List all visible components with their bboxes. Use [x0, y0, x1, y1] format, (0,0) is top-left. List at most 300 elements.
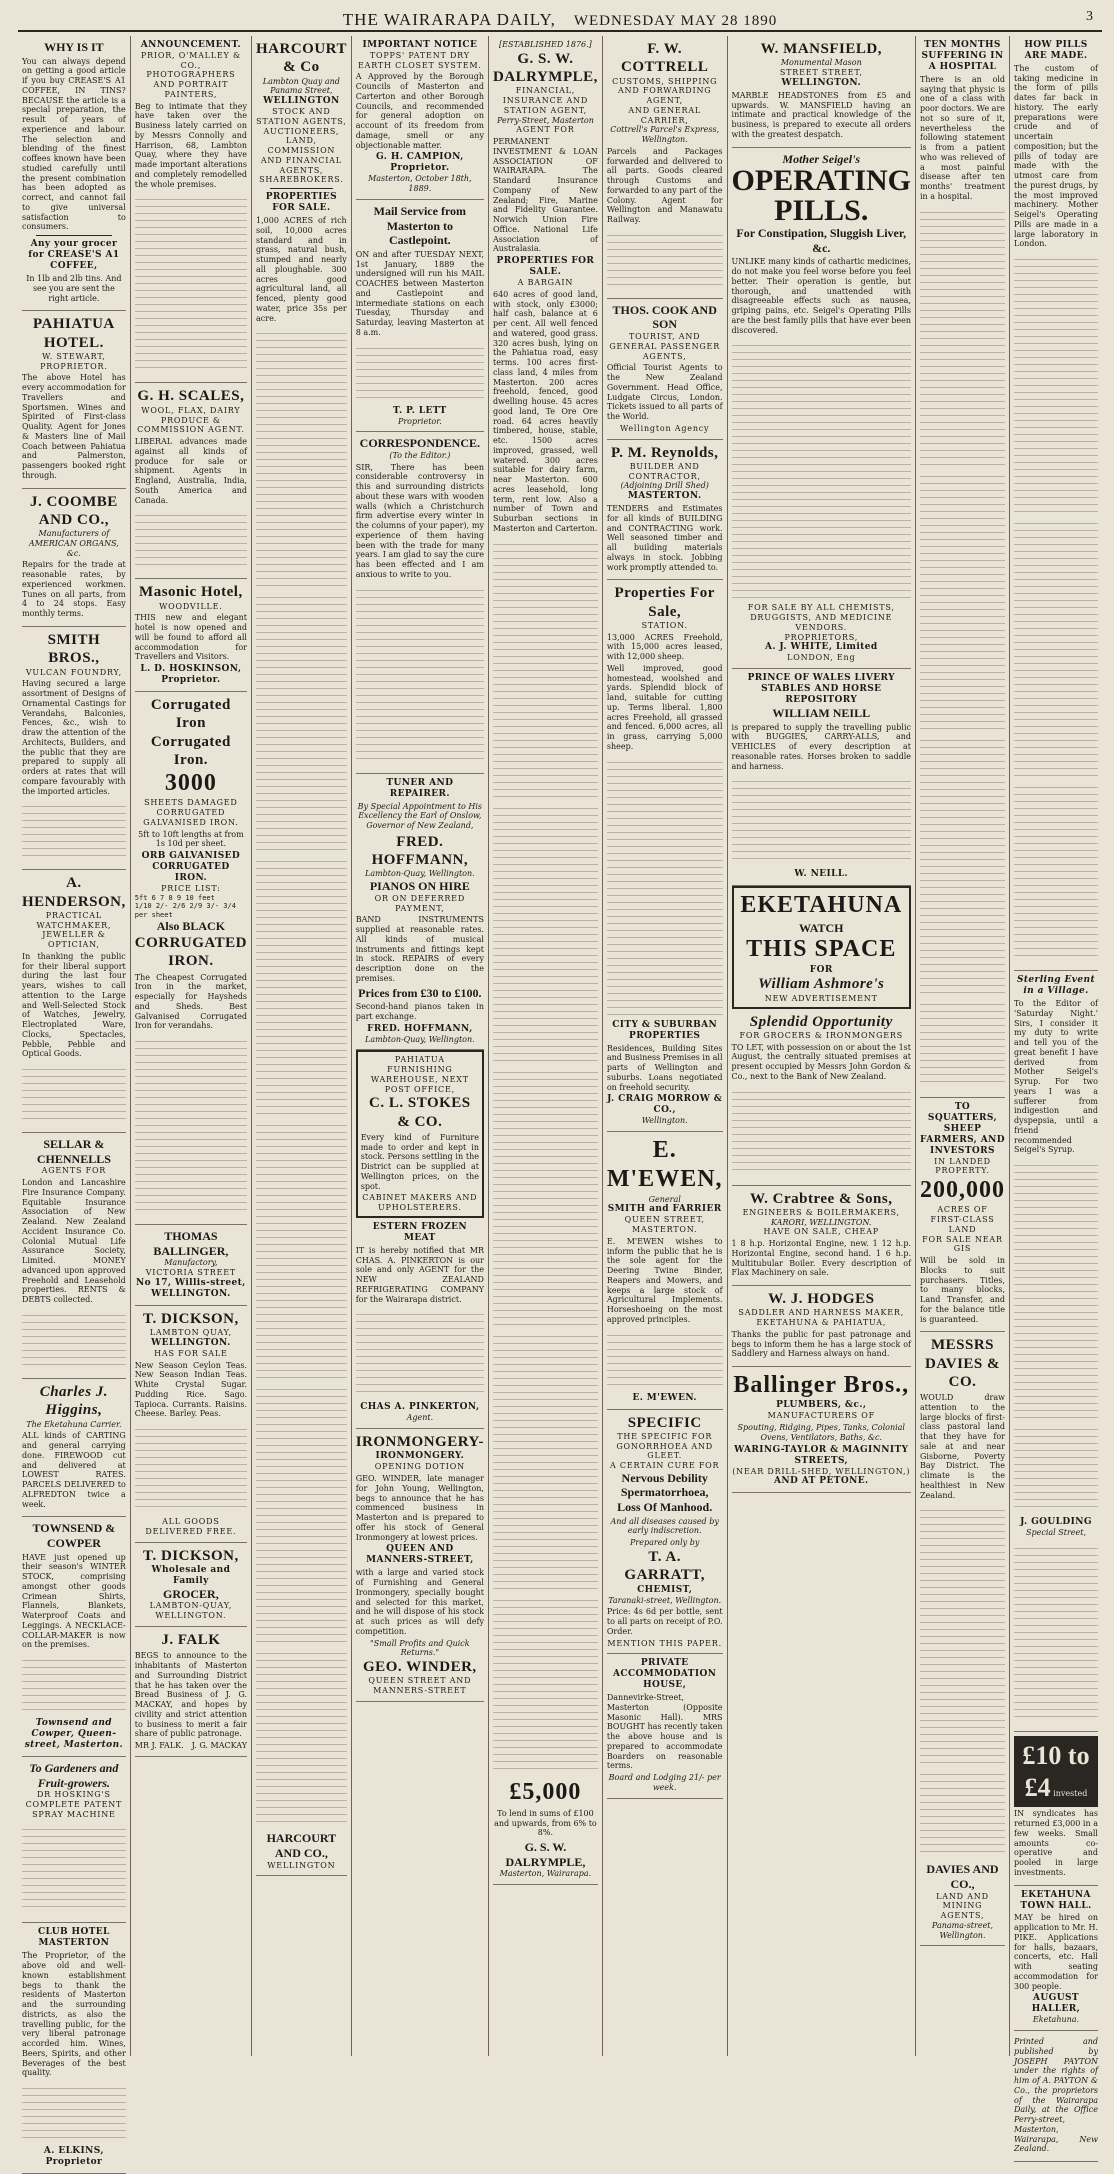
ad-body: The above Hotel has every accommodation for Travellers and Sportsmen. Wines and Spirited of First-class Quality. Agent for Jones & Masters line of Mail Coach between Pahiatua and Palmerston, passengers booked right through.	[22, 373, 126, 480]
ad-heading: Nervous Debility	[621, 1470, 708, 1485]
ad-subheading: CUSTOMS, SHIPPING AND FORWARDING AGENT,	[612, 76, 718, 106]
ad-heading: P. M. Reynolds,	[611, 444, 719, 461]
column-3	[252, 36, 352, 2056]
cook-ad	[607, 299, 723, 440]
ad-subheading: ORB GALVANISED CORRUGATED IRON.	[141, 851, 241, 884]
ad-subheading: Also BLACK	[156, 919, 226, 934]
ad-heading: Corrugated Iron	[150, 697, 231, 732]
ad-body: 640 acres of good land, with stock, only £3000; half cash, balance at 6 per cent. All well fenced and watered, good grass. 320 acres bush, lying on the Pahiatua road, easy terms. 100 acres first-class land, 4 miles from Masterton. 200 acres freehold, fenced, good dwelling house. 45 acres good land, Te Ore Ore road. 64 acres heavily timbered, house, stable, etc. 1500 acres improved, grassed, well watered. 300 acres suitable for dairy farm, near Masterton. 600 acres leasehold, long term, rent low. Also a number of Town and Suburban sections in Masterton and Carterton.	[492, 289, 598, 533]
ad-body: LIBERAL advances made against all kinds of produce for sale or shipment. Agents in England, Australia, India, South America and Canada.	[134, 437, 247, 505]
column-4	[352, 36, 489, 2056]
ad-body: Beg to intimate that they have taken over the Business lately carried on by Messrs Connolly and Harrison, 68, Lambton Quay, where they have made important alterations and completely remodelled the whole premises.	[134, 101, 247, 189]
ad-amount: 200,000	[920, 1177, 1005, 1203]
ad-heading: CLUB HOTEL MASTERTON	[37, 1927, 110, 1949]
ad-city: Perry-Street, Masterton	[496, 115, 594, 125]
ad-body: BAND INSTRUMENTS supplied at reasonable rates. All kinds of musical instruments and fittings kept in stock. REPAIRS of every description done on the premises.	[355, 915, 484, 983]
ad-city: WELLINGTON.	[781, 77, 861, 88]
ad-heading: ESTERN FROZEN MEAT	[372, 1221, 468, 1243]
squatters-land-ad	[920, 1098, 1005, 1333]
ad-footer: ALL GOODS DELIVERED FREE.	[145, 1517, 237, 1536]
ad-subheading: LAMBTON QUAY,	[149, 1328, 233, 1338]
ad-subheading: PRACTICAL WATCHMAKER, JEWELLER & OPTICIAN,	[36, 910, 112, 950]
signature-role: Agent.	[406, 1413, 434, 1423]
text-block	[135, 1423, 247, 1513]
ad-subheading: SHEETS DAMAGED CORRUGATED GALVANISED IRON.	[143, 798, 239, 827]
ad-heading: T. DICKSON,	[143, 1310, 239, 1327]
ad-body: Thanks the public for past patronage and begs to inform them he has a large stock of Saddlery and Harness always on hand.	[731, 1329, 911, 1359]
mail-service-ad	[356, 200, 484, 432]
text-block	[135, 193, 247, 373]
ad-heading: WHY IS IT	[44, 40, 104, 54]
ad-heading: THOMAS BALLINGER,	[153, 1229, 229, 1258]
ad-heading: A. HENDERSON,	[22, 875, 126, 910]
winder-ironmongery-ad	[356, 1429, 484, 1702]
pahiatua-hotel-ad	[22, 311, 126, 488]
ad-body: Dannevirke-Street, Masterton (Opposite Masonic Hall). MRS BOUGHT has recently taken the above house and is prepared to accommodate Boarders on reasonable terms.	[606, 1693, 723, 1771]
ad-heading: FRED. HOFFMANN,	[371, 833, 469, 869]
ad-subheading: PROPERTIES FOR SALE.	[265, 192, 338, 214]
signature: T. P. LETT	[393, 405, 447, 416]
ad-name: A. J. WHITE, Limited	[764, 642, 878, 653]
ad-address: No 17, Willis-street,	[136, 1277, 246, 1288]
price-list-label: PRICE LIST:	[161, 884, 221, 894]
ad-body: 5ft to 10ft lengths at from 1s 10d per sheet.	[138, 829, 244, 849]
ad-city: Lambton-Quay, Wellington.	[365, 869, 475, 879]
ad-body: 1,000 ACRES of rich soil, 10,000 acres standard and in grass, natural bush, stumped and nearly all ploughable. 300 acres good agricultural land, all fenced, plenty good water, price 35s per acre.	[256, 216, 347, 323]
ad-footer: Townsend and Cowper, Queen-street, Masterton.	[24, 1718, 124, 1750]
text-block	[256, 327, 347, 587]
ad-body: MAY be hired on application to Mr. H. PIKE. Applications for halls, bazaars, concerts, etc. Hall with seating accommodation for 300 people.	[1014, 1913, 1098, 1991]
dickson-ad	[135, 1306, 247, 1543]
ad-address: QUEEN AND MANNERS-STREET,	[366, 1544, 474, 1566]
hodges-ad	[732, 1286, 911, 1367]
ad-slogan: "Small Profits and Quick Returns."	[370, 1638, 470, 1658]
masthead	[18, 6, 1102, 32]
article-heading: TEN MONTHS SUFFERING IN A HOSPITAL	[921, 40, 1004, 72]
article-heading: HOW PILLS ARE MADE.	[1024, 40, 1088, 61]
text-block	[607, 229, 723, 289]
article-body: To the Editor of 'Saturday Night.' Sirs, I consider it my duty to write and tell you of the great benefit I have derived from Mother Seigel's Syrup. For two years I was a sufferer from indigestion and dyspepsia, until a friend recommended Seigel's Syrup.	[1014, 999, 1098, 1155]
ad-subheading: BUILDER AND CONTRACTOR,	[628, 461, 701, 481]
text-block	[22, 1823, 126, 1913]
properties-sale-ad	[607, 580, 723, 1132]
hoffmann-ad	[356, 774, 484, 1051]
column-6	[603, 36, 728, 2056]
ad-body: The Proprietor, of the above old and well-known establishment begs to thank the residents of Masterton and the surrounding districts, as also the travelling public, for the very liberal patronage accorded him. Wines, Beers, Spirits, and other Beverages of the best quality.	[22, 1951, 126, 2078]
imprint-text: Printed and published by JOSEPH PAYTON under the rights of him of A. PAYTON & Co., the proprietors of the Wairarapa Daily, at the Office Perry-street, Masterton, Wairarapa, New Zealand.	[1014, 2037, 1098, 2154]
ad-footer: NEW ADVERTISEMENT	[764, 993, 878, 1003]
ad-footer: MENTION THIS PAPER.	[607, 1638, 722, 1648]
ad-subheading: By Special Appointment to His Excellency the Earl of Onslow, Governor of New Zealand,	[357, 801, 483, 831]
text-block	[1014, 1423, 1098, 1513]
village-article	[1014, 971, 1098, 1732]
text-block	[22, 1309, 126, 1369]
ad-footer: HARCOURT AND CO.,	[266, 1831, 337, 1860]
column-7	[728, 36, 916, 2056]
ad-name: T. A. GARRATT,	[624, 1548, 705, 1584]
divider	[36, 235, 112, 236]
seigel-pills-ad	[732, 148, 911, 670]
ad-city: WELLINGTON.	[151, 1337, 231, 1348]
earth-closet-ad	[356, 36, 484, 200]
ad-subheading: THE SPECIFIC FOR GONORRHOEA AND GLEET.	[616, 1431, 714, 1461]
ad-body: WOULD draw attention to the large blocks of first-class pastoral land that they have for sale at and near Gisborne, Poverty Bay District. The climate is the healthiest in New Zealand.	[920, 1393, 1005, 1500]
text-block	[1014, 1159, 1098, 1419]
ad-subheading: ENGINEERS & BOILERMAKERS,	[742, 1207, 900, 1217]
reynolds-ad	[607, 440, 723, 581]
column-5	[489, 36, 603, 2056]
ad-subheading: DR HOSKING'S COMPLETE PATENT SPRAY MACHINE	[25, 1790, 123, 1819]
signature-city: Wellington.	[641, 1116, 688, 1126]
text-block	[607, 756, 723, 1016]
ad-subheading: Any your grocer for CREASE'S A1 COFFEE,	[28, 239, 120, 272]
ad-subheading: AGENT FOR	[516, 125, 575, 135]
price-list	[135, 894, 247, 920]
ad-subheading: PRIOR, O'MALLEY & CO., PHOTOGRAPHERS AND PORTRAIT PAINTERS,	[140, 50, 241, 99]
signature: CHAS A. PINKERTON,	[360, 1402, 480, 1413]
ad-subheading: SADDLER AND HARNESS MAKER, EKETAHUNA & PAHIATUA,	[738, 1308, 905, 1328]
ad-heading: Prices from £30 to £100.	[358, 985, 482, 1000]
ad-body: Will be sold in Blocks to suit purchasers. Titles, to many blocks, Land Transfer, and for the balance title is guaranteed.	[920, 1256, 1005, 1324]
column-2	[131, 36, 252, 2056]
text-block	[920, 998, 1005, 1088]
higgins-carrier-ad	[22, 1379, 126, 1517]
ad-heading: Loss Of Manhood.	[617, 1500, 713, 1515]
ad-address: Cottrell's Parcel's Express, Wellington.	[610, 125, 720, 145]
ad-subheading: FINANCIAL, INSURANCE AND STATION AGENT,	[502, 86, 589, 115]
ad-body: You can always depend on getting a good article if you buy CREASE'S A1 COFFEE, IN TINS? BECAUSE the article is a special preparation, the result of years of experience and labour. The selection and blending of the finest coffees known have been studied carefully until the present combination has been adopted as correct, and cannot fail to give universal satisfaction to consumers.	[22, 56, 126, 232]
article-body: There is an old saying that physic is one of a class with poor doctors. We are not so sure of it, nevertheless the following statement is from a patient who was relieved of a most painful disease after ten months' treatment in a hospital.	[920, 74, 1005, 201]
ad-name: William Ashmore's	[758, 976, 885, 993]
smith-bros-ad	[22, 627, 126, 870]
ad-subheading: A CERTAIN CURE FOR	[610, 1461, 720, 1471]
correspondence	[356, 432, 484, 773]
ad-footer: Board and Lodging 21/- per week.	[608, 1773, 721, 1792]
page-number: 3	[1086, 9, 1094, 24]
ad-heading: W. J. HODGES	[768, 1291, 875, 1308]
text-block	[256, 855, 347, 1115]
ad-heading: PRIVATE ACCOMMODATION HOUSE,	[613, 1658, 717, 1691]
ad-subheading: AGENTS FOR	[41, 1166, 107, 1176]
ad-signatures	[135, 1741, 247, 1751]
ad-subheading: SMITH and FARRIER	[607, 1204, 722, 1215]
ad-subheading: Monumental Mason	[780, 58, 862, 68]
ad-body: MARBLE HEADSTONES from £5 and upwards. W. MANSFIELD having an intimate and practical knowledge of the business, is prepared to execute all orders with the greatest despatch.	[731, 90, 911, 139]
ad-date: Masterton, October 18th, 1889.	[368, 174, 472, 194]
ad-body: In thanking the public for their liberal support during the last four years, wishes to call attention to the Large and Well-Selected Stock of Watches, Jewelry, Electroplated Ware, Clocks, Spectacles, Pebble, Pebble and Optical Goods.	[22, 951, 126, 1059]
signature: J. G. MACKAY	[191, 1741, 247, 1751]
ad-subheading: HAVE ON SALE, CHEAP	[763, 1227, 879, 1237]
ad-heading: Charles J. Higgins,	[39, 1383, 109, 1419]
ad-body: To lend in sums of £100 and upwards, from 6% to 8%.	[494, 1808, 597, 1838]
ad-subheading: LAND, COMMISSION AND FINANCIAL AGENTS, SHAREBROKERS.	[259, 136, 344, 185]
garratt-specific-ad	[607, 1410, 723, 1655]
ad-heading: IRONMONGERY-	[355, 1434, 484, 1451]
investment-banner	[1014, 1736, 1098, 1807]
ad-heading: PILLS.	[774, 194, 869, 228]
ad-body: E. M'EWEN wishes to inform the public that he is the sole agent for the Deering Twine Binder, Reapers and Mowers, and keeps a large stock of Agricultural Implements. Horseshoeing on the most approved principles.	[606, 1236, 723, 1324]
ad-subheading: PAHIATUA FURNISHING WAREHOUSE, NEXT POST OFFICE,	[370, 1055, 469, 1094]
section-subheading: (To the Editor.)	[389, 450, 451, 460]
text-block	[135, 1035, 247, 1215]
mansfield-ad	[732, 36, 911, 148]
article-heading: Sterling Event in a Village.	[1016, 975, 1096, 997]
ad-heading: Mail Service from Masterton to Castlepoint.	[373, 203, 467, 248]
ad-footer-city: Panama-street, Wellington.	[931, 1920, 994, 1940]
signature: W. NEILL.	[794, 869, 849, 880]
ad-heading: C. L. STOKES & CO.	[369, 1095, 471, 1130]
ad-subheading: For Constipation, Sluggish Liver, &c.	[736, 226, 907, 255]
ad-heading: CORRUGATED IRON.	[134, 935, 247, 970]
ad-footer: L. D. HOSKINSON, Proprietor.	[140, 664, 242, 686]
article-body: The custom of taking medicine in the form of pills dates far back in history. The early preparations were crude and of uncertain composition; but the pills of today are made with the utmost care from the purest drugs, by the most improved machinery. Mother Seigel's Operating Pills are made in a large laboratory in London.	[1014, 63, 1098, 249]
ad-city: KARORI, WELLINGTON.	[771, 1217, 872, 1227]
ad-body: The Cheapest Corrugated Iron in the market, especially for Haysheds and Sheds. Best Galvanised Corrugated Iron for verandahs.	[134, 972, 247, 1031]
ad-subheading: PROPRIETORS,	[784, 632, 859, 642]
ad-body: Official Tourist Agents to the New Zealand Government. Head Office, Ludgate Circus, London. Tickets issued to all parts of the World.	[606, 363, 723, 422]
ad-body: Spouting, Ridging, Pipes, Tanks, Colonial Ovens, Ventilators, Baths, &c.	[737, 1423, 905, 1442]
mewen-ad	[607, 1132, 723, 1409]
text-block	[356, 584, 484, 764]
ad-heading: Mother Seigel's	[782, 151, 861, 166]
signature: AUGUST HALLER,	[1031, 1993, 1081, 2015]
ad-subheading: AND GENERAL CARRIER,	[628, 105, 702, 125]
ad-subheading: PLUMBERS, &c.,	[776, 1400, 867, 1411]
ad-subheading: MANUFACTURERS OF	[767, 1411, 875, 1421]
stokes-furnishing-ad	[356, 1050, 484, 1218]
henderson-ad	[22, 870, 126, 1133]
text-block	[732, 339, 911, 599]
ad-footer: G. S. W. DALRYMPLE,	[505, 1840, 586, 1869]
pills-article	[1014, 36, 1098, 971]
ad-subheading: FOR SALE BY ALL CHEMISTS, DRUGGISTS, AND MEDICINE VENDORS.	[747, 603, 895, 632]
signature: FRED. HOFFMANN,	[367, 1023, 473, 1034]
photographers-ad	[135, 36, 247, 383]
ad-body: ON and after TUESDAY NEXT, 1st January, 1889 the undersigned will run his MAIL COACHES between Masterton and Castlepoint and intermediate stations on each Tuesday, Thursday and Saturday, leaving Masterton at 8 a.m.	[355, 249, 484, 337]
ad-body: In 1lb and 2lb tins. And see you are sent the right article.	[26, 274, 122, 303]
ad-heading: PRINCE OF WALES LIVERY STABLES AND HORSE REPOSITORY	[747, 673, 895, 706]
davies-ad	[920, 1332, 1005, 1946]
dalrymple-ad	[493, 36, 598, 1885]
ballinger-bros-ad	[732, 1367, 911, 1493]
newspaper-title: THE WAIRARAPA DAILY,	[342, 10, 556, 29]
text-block	[1014, 1542, 1098, 1722]
ad-heading: THIS SPACE	[746, 936, 897, 963]
text-block	[493, 1330, 598, 1590]
ad-body: 1 8 h.p. Horizontal Engine, new. 1 12 h.p. Horizontal Engine, second hand. 1 6 h.p. Multitubular Boiler. Every description of Flax Machinery on sale.	[731, 1239, 911, 1278]
divider	[270, 188, 333, 189]
ad-subheading: OPENING DOTION	[374, 1462, 465, 1472]
ad-subheading: WOOL, FLAX, DAIRY PRODUCE & COMMISSION AGENT.	[137, 405, 245, 435]
letter-body: SIR, There has been considerable controversy in this and surrounding districts about these wars with wooden walls (which a Christchurch firm advertise every winter in the columns of your paper), my experience of them having been with the trade for many years. I am glad to say the cure has been effected and I am anxious to write to you.	[355, 462, 484, 579]
ad-subheading: Manufacturers of AMERICAN ORGANS, &c.	[28, 529, 119, 558]
ad-body: PERMANENT INVESTMENT & LOAN ASSOCIATION OF WAIRARAPA. The Standard Insurance Company of New Zealand; Fire, Marine and Fidelity Guarantee. Norwich Union Fire Office. National Life Association of Australasia.	[492, 137, 598, 254]
ad-heading: HARCOURT & Co	[256, 41, 347, 76]
ad-city: WELLINGTON	[263, 96, 340, 107]
ad-body: Having secured a large assortment of Designs of Ornamental Castings for Verandahs, Balconies, Fences, &c., wish to draw the attention of the Architects, Builders, and the public that they are prepared to supply all orders at rates that will compare favourably with the imported articles.	[22, 679, 126, 796]
ad-footer-sub: LAND AND MINING AGENTS,	[936, 1891, 989, 1921]
ad-body: Residences, Building Sites and Business Premises in all parts of Wellington and suburbs. Loans negotiated on freehold security.	[606, 1043, 723, 1092]
ad-subheading: FOR SALE NEAR GIS	[922, 1234, 1003, 1254]
ad-address: STREET STREET,	[779, 68, 863, 78]
ad-city: Taranaki-street, Wellington.	[608, 1595, 722, 1605]
signature: E. M'EWEN.	[632, 1392, 697, 1403]
ad-body: Price: 4s 6d per bottle, sent to all parts on receipt of P.O. Order.	[606, 1607, 723, 1636]
text-block	[607, 1329, 723, 1389]
splendid-opportunity-ad	[732, 1009, 911, 1186]
text-block	[256, 591, 347, 851]
ad-subheading: TOURIST, AND GENERAL PASSENGER AGENTS,	[609, 332, 721, 361]
ad-subheading: The Eketahuna Carrier.	[26, 1419, 122, 1429]
ad-heading: ANNOUNCEMENT.	[140, 40, 242, 50]
ad-body: London and Lancashire Fire Insurance Company. Equitable Insurance Association of New Zealand. New Zealand Accident Insurance Co. Colonial Mutual Life Assurance Society, Limited. MONEY advanced upon approved Freehold and Leasehold properties. RENTS & DEBTS collected.	[22, 1178, 126, 1305]
ad-heading: EKETAHUNA TOWN HALL.	[1020, 1889, 1092, 1911]
ad-body: IT is hereby notified that MR CHAS. A. PINKERTON is our sole and only AGENT for the NEW ZEALAND REFRIGERATING COMPANY for the Wairarapa district.	[355, 1245, 484, 1304]
ad-subheading: W. STEWART, PROPRIETOR.	[40, 351, 108, 371]
text-block	[1014, 517, 1098, 777]
ad-subheading: invested	[1053, 1788, 1088, 1798]
ad-heading: OPERATING	[731, 164, 911, 198]
ad-subheading: OR ON DEFERRED PAYMENT,	[374, 893, 466, 913]
signature: J. CRAIG MORROW & CO.,	[607, 1094, 723, 1116]
text-block	[22, 800, 126, 860]
ad-heading: Corrugated Iron.	[150, 733, 231, 768]
ad-name: WILLIAM NEILL	[772, 706, 871, 721]
text-block	[22, 1654, 126, 1714]
ad-heading: TO SQUATTERS, SHEEP FARMERS, AND INVESTORS	[920, 1101, 1005, 1156]
frozen-meat-ad	[356, 1218, 484, 1429]
ad-quantity: 3000	[164, 770, 217, 797]
ad-subheading: FOR	[809, 964, 833, 975]
ad-heading: TOWNSEND & COWPER	[32, 1521, 116, 1550]
ad-body: ALL kinds of CARTING and general carrying done. FIREWOOD cut and delivered at LOWEST RATES. PARCELS DELIVERED to ALFREDTON twice a week.	[22, 1431, 126, 1509]
columns	[18, 36, 1102, 2168]
ad-footer-city: WELLINGTON	[267, 1860, 336, 1870]
text-block	[920, 1504, 1005, 1764]
text-block	[1014, 253, 1098, 513]
hospital-article	[920, 36, 1005, 1098]
ad-body: And all diseases caused by early indiscretion.	[610, 1516, 719, 1536]
text-block	[256, 1383, 347, 1643]
ad-body: TO LET, with possession on or about the 1st August, the centrally situated premises at present occupied by Messrs John Gordon & Co., next to the Bank of New Zealand.	[731, 1042, 911, 1081]
ad-footer: DAVIES AND CO.,	[926, 1862, 999, 1892]
ad-amount: £5,000	[509, 1778, 582, 1805]
text-block	[493, 1594, 598, 1774]
ad-heading: G. H. SCALES,	[137, 388, 245, 405]
ad-subheading: IRONMONGERY.	[375, 1451, 465, 1462]
text-block	[256, 1119, 347, 1379]
issue-date: WEDNESDAY MAY 28 1890	[573, 13, 778, 29]
text-block	[920, 734, 1005, 994]
townsend-cowper-ad	[22, 1517, 126, 1757]
cottrell-ad	[607, 36, 723, 299]
club-hotel-ad	[22, 1923, 126, 2174]
ad-heading: Masonic Hotel,	[139, 584, 243, 601]
ad-heading: SELLAR & CHENNELLS	[36, 1137, 111, 1166]
text-block	[920, 206, 1005, 466]
text-block	[356, 1308, 484, 1398]
ad-heading: SPECIFIC	[627, 1414, 702, 1431]
text-block	[493, 1066, 598, 1326]
signature-address: Special Street,	[1026, 1528, 1086, 1538]
ad-heading: PIANOS ON HIRE	[369, 879, 470, 894]
ad-body: HAVE just opened up their season's WINTER STOCK, comprising amongst other goods Crimean Shirts, Flannels, Blankets, Waterproof Coats and Leggings. A NECKLACE-COLLAR-MAKER is now on the premises.	[22, 1552, 126, 1650]
ad-body: GEO. WINDER, late manager for John Young, Wellington, begs to announce that he has commenced business in Masterton and is prepared to offer his stock of General Ironmongery at lowest prices.	[355, 1474, 484, 1542]
livery-stables-ad	[732, 669, 911, 886]
ad-body: UNLIKE many kinds of cathartic medicines, do not make you feel worse before you feel better. Their operation is gentle, but thorough, and unattended with disagreeable effects such as nausea, griping pains, etc. Seigel's Operating Pills are the best family pills that have ever been discovered.	[731, 257, 911, 335]
imprint	[1014, 2031, 1098, 2162]
ad-body: Parcels and Packages forwarded and delivered to all parts. Goods cleared through Customs and forwarded to any part of the Colony. Agent for Wellington and Manawatu Railway.	[606, 146, 723, 225]
ad-body: Every kind of Furniture made to order and kept in stock. Persons settling in the District can be supplied at Wellington prices, on the spot.	[360, 1132, 479, 1191]
spray-machine-ad	[22, 1757, 126, 1924]
ad-subheading: WATCH	[799, 920, 844, 935]
ad-subheading: General	[648, 1194, 681, 1204]
ad-city: MASTERTON.	[627, 491, 702, 502]
ad-address: WARING-TAYLOR & MAGINNITY STREETS,	[734, 1444, 909, 1466]
text-block	[356, 342, 484, 402]
ad-footer: CABINET MAKERS AND UPHOLSTERERS.	[362, 1193, 478, 1213]
ad-heading: J. COOMBE AND CO.,	[29, 493, 118, 528]
ad-heading: TUNER AND REPAIRER.	[386, 777, 454, 799]
ad-subheading: TOPPS' PATENT DRY EARTH CLOSET SYSTEM.	[358, 50, 482, 70]
ad-heading: To Gardeners and Fruit-growers.	[29, 1760, 119, 1790]
ad-body: New Season Ceylon Teas. New Season Indian Teas. White Crystal Sugar. Pudding Rice. Sago. Tapioca. Currants. Raisins. Cheese. Barley. Peas.	[134, 1360, 247, 1419]
ad-body: Second-hand pianos taken in part exchange.	[355, 1002, 484, 1021]
ad-subheading: IN LANDED PROPERTY.	[934, 1156, 991, 1176]
ashmore-space-ad	[732, 886, 911, 1008]
ad-city: Wellington Agency	[620, 423, 710, 433]
ad-subheading: GROCER,	[163, 1586, 219, 1601]
ad-subheading: Wholesale and Family	[151, 1564, 231, 1586]
ad-heading: Spermatorrhoea,	[620, 1485, 709, 1500]
ad-body: IN syndicates has returned £3,000 in a few weeks. Small amounts co-operative and pooled in large investments.	[1014, 1809, 1098, 1877]
ad-city: WELLINGTON.	[151, 1288, 231, 1299]
ad-subheading: ACRES OF FIRST-CLASS LAND	[930, 1205, 995, 1234]
sellar-chennells-ad	[22, 1133, 126, 1379]
ad-heading: PAHIATUA HOTEL.	[32, 316, 115, 351]
ad-subheading: STOCK AND STATION AGENTS, AUCTIONEERS,	[256, 107, 347, 136]
signature: G. H. CAMPION, Proprietor.	[375, 152, 464, 174]
ad-body: Well improved, good homestead, woolshed and yards. Splendid block of land, suitable for cutting up. Terms liberal. 1,800 acres Freehold, all grassed and fenced. 6,000 acres, all in grass, carrying 5,000 sheep.	[606, 663, 723, 751]
text-block	[256, 1647, 347, 1827]
text-block	[920, 470, 1005, 730]
ad-heading: EKETAHUNA	[740, 892, 903, 919]
coombe-organs-ad	[22, 489, 126, 627]
signature-city: Eketahuna.	[1032, 2015, 1080, 2025]
ad-footer: A. ELKINS, Proprietor	[43, 2146, 104, 2168]
town-hall-ad	[1014, 1886, 1098, 2032]
text-block	[732, 1086, 911, 1176]
column-1	[18, 36, 131, 2168]
ad-address: VICTORIA STREET	[145, 1268, 237, 1278]
ad-subheading: Manufactory,	[164, 1258, 218, 1268]
ad-heading: MESSRS DAVIES & CO.	[925, 1337, 1000, 1390]
masonic-hotel-ad	[135, 579, 247, 692]
ad-body: BEGS to announce to the inhabitants of Masterton and Surrounding District that he has taken over the Bread Business of J. G. MACKAY, and hopes by civility and strict attention to business to merit a fair share of public patronage.	[134, 1651, 247, 1739]
ad-heading: Properties For Sale,	[614, 585, 715, 620]
corrugated-iron-ad	[135, 692, 247, 1225]
ad-footer-city: Masterton, Wairarapa.	[499, 1869, 592, 1879]
text-block	[22, 2082, 126, 2142]
section-heading: CORRESPONDENCE.	[359, 436, 481, 451]
text-block	[493, 802, 598, 1062]
ad-subheading: FOR GROCERS & IRONMONGERS	[739, 1030, 904, 1040]
ballinger-ad	[135, 1225, 247, 1306]
ad-heading: IMPORTANT NOTICE	[362, 40, 478, 50]
ad-body: Repairs for the trade at reasonable rates, by experienced workmen. Tunes on all parts, from 4 to 24 stops. Easy monthly terms.	[22, 560, 126, 619]
column-9	[1010, 36, 1102, 2154]
ad-body: with a large and varied stock of Furnishing and General Ironmongery, specially bought and selected for this market, and he will dispose of his stock at such prices as will defy competition.	[355, 1568, 484, 1636]
